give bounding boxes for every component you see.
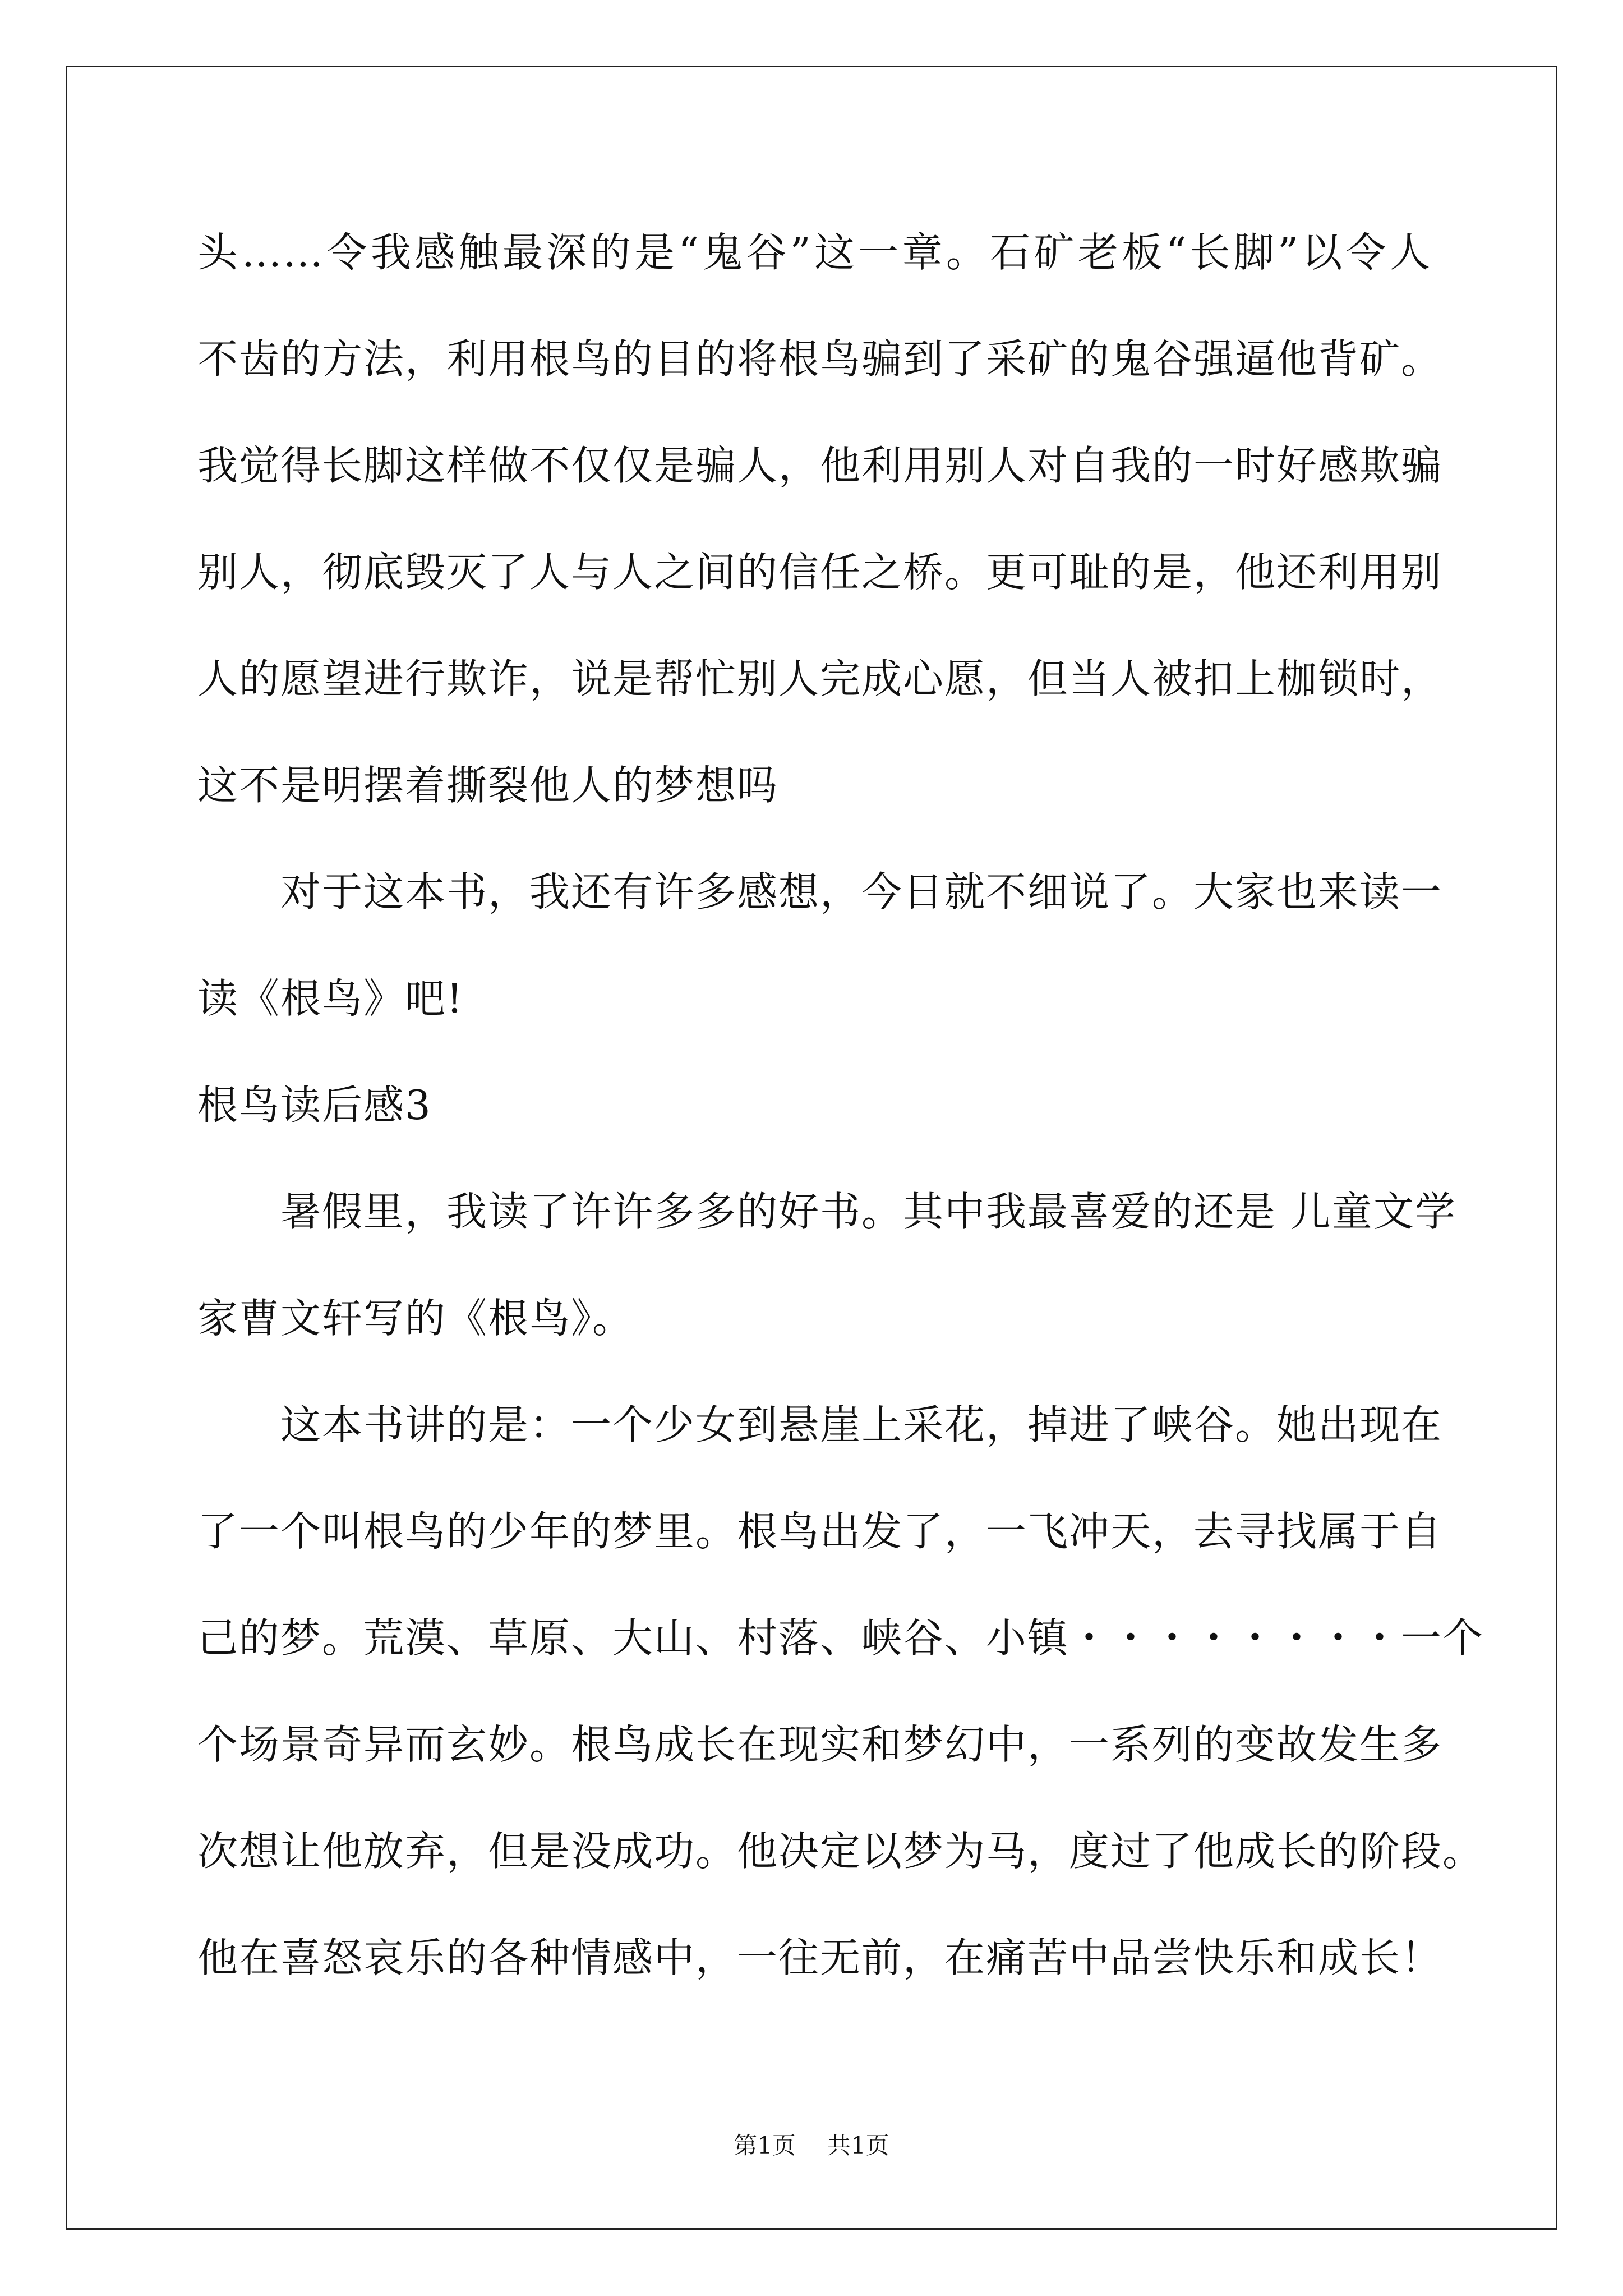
text-line: 这本书讲的是：一个少女到悬崖上采花，掉进了峡谷。她出现在 bbox=[280, 1401, 1443, 1448]
text-line: 人的愿望进行欺诈，说是帮忙别人完成心愿，但当人被扣上枷锁时， bbox=[197, 655, 1443, 702]
section-heading: 根鸟读后感3 bbox=[197, 1082, 432, 1129]
text-line: 了一个叫根鸟的少年的梦里。根鸟出发了，一飞冲天，去寻找属于自 bbox=[197, 1508, 1443, 1555]
text-line: 个场景奇异而玄妙。根鸟成长在现实和梦幻中，一系列的变故发生多 bbox=[197, 1721, 1443, 1768]
document-body bbox=[197, 222, 1484, 2033]
page-number-total: 共1页 bbox=[827, 2132, 889, 2159]
text-line: 读《根鸟》吧! bbox=[197, 975, 464, 1022]
text-line: 暑假里，我读了许许多多的好书。其中我最喜爱的还是 儿童文学 bbox=[280, 1188, 1456, 1235]
text-line: 头……令我感触最深的是“鬼谷”这一章。石矿老板“长脚”以令人 bbox=[197, 229, 1431, 276]
text-line: 对于这本书，我还有许多感想，今日就不细说了。大家也来读一 bbox=[280, 868, 1443, 915]
text-line: 不齿的方法，利用根鸟的目的将根鸟骗到了采矿的鬼谷强逼他背矿。 bbox=[197, 335, 1443, 383]
text-line: 次想让他放弃，但是没成功。他决定以梦为马，度过了他成长的阶段。 bbox=[197, 1828, 1484, 1875]
text-line: 我觉得长脚这样做不仅仅是骗人，他利用别人对自我的一时好感欺骗 bbox=[197, 442, 1443, 489]
text-line: 这不是明摆着撕裂他人的梦想吗 bbox=[197, 762, 779, 809]
text-line: 别人，彻底毁灭了人与人之间的信任之桥。更可耻的是，他还利用别 bbox=[197, 549, 1443, 596]
text-line: 他在喜怒哀乐的各种情感中，一往无前，在痛苦中品尝快乐和成长！ bbox=[197, 1934, 1443, 1981]
page-number-current: 第1页 bbox=[734, 2132, 796, 2159]
text-line: 家曹文轩写的《根鸟》。 bbox=[197, 1295, 634, 1342]
page-footer bbox=[0, 2129, 1623, 2162]
text-line: 己的梦。荒漠、草原、大山、村落、峡谷、小镇・・・・・・・・一个 bbox=[197, 1614, 1484, 1662]
